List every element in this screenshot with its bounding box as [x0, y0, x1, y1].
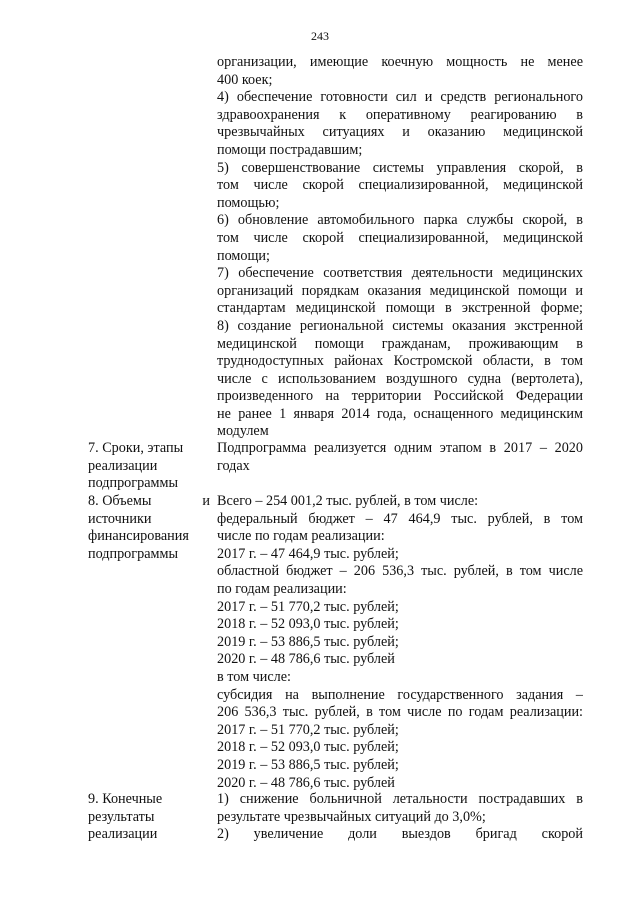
text-line: 2018 г. – 52 093,0 тыс. рублей;: [217, 616, 399, 633]
text-line: 8) создание региональной системы оказания экстренной: [217, 317, 583, 334]
text-line: 400 коек;: [217, 71, 273, 88]
text-line: чрезвычайных ситуациях и оказанию медицинской: [217, 124, 583, 141]
label-line: подпрограммы: [88, 475, 178, 492]
label-line: 9. Конечные: [88, 791, 163, 807]
label-line: финансирования: [88, 528, 189, 545]
text-line: 2020 г. – 48 786,6 тыс. рублей: [217, 774, 395, 791]
label-line: результаты: [88, 808, 155, 825]
text-line: 2017 г. – 51 770,2 тыс. рублей;: [217, 721, 399, 738]
text-line: том числе скорой специализированной, медицинской: [217, 177, 583, 194]
text-line: труднодоступных районах Костромской области, в том: [217, 353, 583, 370]
text-line: помощи пострадавшим;: [217, 141, 363, 158]
label-line: источники: [88, 510, 152, 527]
text-line: медицинской помощи гражданам, проживающим в: [217, 335, 583, 352]
text-line: в том числе:: [217, 668, 291, 685]
section-7-label: [88, 440, 210, 493]
text-line: 2020 г. – 48 786,6 тыс. рублей: [217, 651, 395, 668]
text-line: 2017 г. – 47 464,9 тыс. рублей;: [217, 545, 399, 562]
text-line: федеральный бюджет – 47 464,9 тыс. рублей, в том: [217, 510, 583, 527]
text-line: Подпрограмма реализуется одним этапом в 2017 – 2020: [217, 440, 583, 456]
text-line: 6) обновление автомобильного парка службы скорой, в: [217, 212, 583, 229]
section-8-label-first-left: 8. Объемы: [88, 493, 152, 509]
text-line: помощью;: [217, 194, 280, 211]
text-line: числе по годам реализации:: [217, 528, 385, 545]
text-line: модулем: [217, 423, 269, 440]
text-line: 4) обеспечение готовности сил и средств регионального: [217, 89, 583, 106]
text-line: результате чрезвычайных ситуаций до 3,0%;: [217, 808, 486, 825]
label-line: реализации: [88, 457, 158, 474]
section-8-label-rest: [88, 511, 210, 564]
text-line: произведенного на территории Российской Федерации: [217, 388, 583, 405]
label-line: реализации: [88, 826, 158, 843]
section-7-text: [217, 440, 583, 475]
text-line: Всего – 254 001,2 тыс. рублей, в том числе:: [217, 493, 479, 509]
text-line: 206 536,3 тыс. рублей, в том числе по годам реализации:: [217, 704, 583, 721]
text-line: помощи;: [217, 247, 270, 264]
text-line: субсидия на выполнение государственного задания –: [217, 686, 583, 703]
section-8-label-first-right: и: [202, 493, 210, 509]
label-line: подпрограммы: [88, 545, 178, 562]
text-line: 2017 г. – 51 770,2 тыс. рублей;: [217, 598, 399, 615]
text-line: годах: [217, 457, 250, 474]
section-9-text: [217, 791, 583, 844]
text-line: 1) снижение больничной летальности пострадавших в: [217, 791, 583, 807]
section-8-text: [217, 493, 583, 792]
text-line: организаций порядкам оказания медицинской помощи и: [217, 282, 583, 299]
text-line: не ранее 1 января 2014 года, оснащенного медицинским: [217, 405, 583, 422]
text-line: 7) обеспечение соответствия деятельности медицинских: [217, 265, 583, 282]
text-line: здравоохранения к оперативному реагированию в: [217, 106, 583, 123]
text-line: 2) увеличение доли выездов бригад скорой: [217, 826, 583, 843]
section-8-label-first-line: [88, 493, 210, 511]
text-line: 2019 г. – 53 886,5 тыс. рублей;: [217, 756, 399, 773]
continuation-text: [217, 54, 583, 441]
text-line: числе с использованием воздушного судна (вертолета),: [217, 370, 583, 387]
text-line: 2019 г. – 53 886,5 тыс. рублей;: [217, 633, 399, 650]
text-line: том числе скорой специализированной, медицинской: [217, 229, 583, 246]
label-line: 7. Сроки, этапы: [88, 440, 184, 456]
text-line: организации, имеющие коечную мощность не менее: [217, 54, 583, 70]
section-8-label: [88, 493, 210, 563]
text-line: по годам реализации:: [217, 580, 347, 597]
text-line: 2018 г. – 52 093,0 тыс. рублей;: [217, 739, 399, 756]
page-number: 243: [311, 29, 329, 43]
text-line: стандартам медицинской помощи в экстренной форме;: [217, 300, 583, 317]
text-line: областной бюджет – 206 536,3 тыс. рублей, в том числе: [217, 563, 583, 580]
section-9-label: [88, 791, 210, 844]
text-line: 5) совершенствование системы управления скорой, в: [217, 159, 583, 176]
